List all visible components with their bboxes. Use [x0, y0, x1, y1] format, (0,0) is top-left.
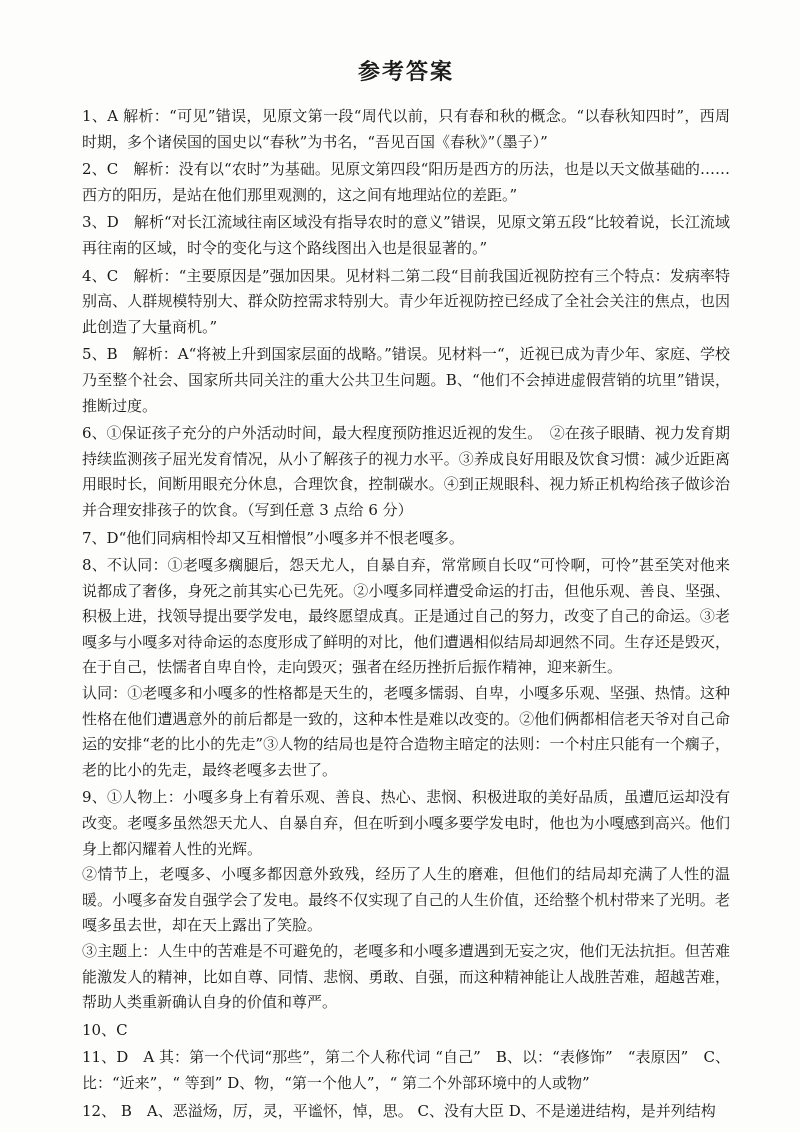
answer-6: 6、①保证孩子充分的户外活动时间，最大程度预防推迟近视的发生。 ②在孩子眼睛、视力发育期持续监测孩子屈光发育情况，从小了解孩子的视力水平。③养成良好用眼及饮食习惯：减少近距离用眼时长，间断用眼充分休息，合理饮食，控制碳水。④到正规眼科、视力矫正机构给孩子做诊治并合理安排孩子的饮食。（写到任意 3 点给 6 分） — [82, 424, 730, 519]
answer-4: 4、C 解析：“主要原因是”强加因果。见材料二第二段“目前我国近视防控有三个特点：发病率特别高、人群规模特别大、群众防控需求特别大。青少年近视防控已经成了全社会关注的焦点，也因此创造了大量商机。” — [82, 266, 730, 336]
answer-12: 12、 B A、恶溢炀，厉，灵，平谧怀，悼，思。 C、没有大臣 D、不是递进结构，是并列结构 — [82, 1101, 716, 1120]
answer-5: 5、B 解析：A“将被上升到国家层面的战略。”错误。见材料一“，近视已成为青少年、家庭、学校乃至整个社会、国家所共同关注的重大公共卫生问题。B、“他们不会掉进虚假营销的坑里”错误，推断过度。 — [82, 345, 730, 415]
answer-9-characters: 9、①人物上：小嘎多身上有着乐观、善良、热心、悲悯、积极进取的美好品质，虽遭厄运却没有改变。老嘎多虽然怨天尤人、自暴自弃，但在听到小嘎多要学发电时，他也为小嘎感到高兴。他们身上都闪耀着人性的光辉。 — [82, 788, 730, 858]
answer-list — [82, 104, 730, 1124]
answer-8-disagree: 8、不认同：①老嘎多瘸腿后，怨天尤人，自暴自弃，常常顾自长叹“可怜啊，可怜”甚至笑对他来说都成了奢侈，身死之前其实心已先死。②小嘎多同样遭受命运的打击，但他乐观、善良、坚强、积极上进，找领导提出要学发电，最终愿望成真。正是通过自己的努力，改变了自己的命运。③老嘎多与小嘎多对待命运的态度形成了鲜明的对比，他们遭遇相似结局却迥然不同。生存还是毁灭，在于自己，怯懦者自卑自怜，走向毁灭；强者在经历挫折后振作精神，迎来新生。 — [82, 556, 730, 677]
answer-9-plot: ②情节上，老嘎多、小嘎多都因意外致残，经历了人生的磨难，但他们的结局却充满了人性的温暖。小嘎多奋发自强学会了发电。最终不仅实现了自己的人生价值，还给整个机村带来了光明。老嘎多虽去世，却在天上露出了笑脸。 — [82, 865, 730, 935]
page-title: 参考答案 — [357, 60, 454, 85]
answer-11: 11、D A 其：第一个代词“那些”，第二个人称代词 “自己” B、以：“表修饰” “表原因” C、比：“近来”，“ 等到” D、物，“第一个他人”，“ 第二个外部环境中的人或物” — [82, 1048, 730, 1092]
answer-3: 3、D 解析“对长江流域往南区域没有指导农时的意义”错误，见原文第五段“比较着说，长江流域再往南的区域，时令的变化与这个路线图出入也是很显著的。” — [82, 213, 730, 257]
answer-9-theme: ③主题上：人生中的苦难是不可避免的，老嘎多和小嘎多遭遇到无妄之灾，他们无法抗拒。但苦难能激发人的精神，比如自尊、同情、悲悯、勇敢、自强，而这种精神能让人战胜苦难，超越苦难，帮助人类重新确认自身的价值和尊严。 — [82, 942, 730, 1012]
answer-1: 1、A 解析：“可见”错误，见原文第一段“周代以前，只有春和秋的概念。“以春秋知四时”，西周时期，多个诸侯国的国史以“春秋”为书名，“吾见百国《春秋》”（墨子）” — [82, 107, 730, 151]
answer-8-agree: 认同：①老嘎多和小嘎多的性格都是天生的，老嘎多懦弱、自卑，小嘎多乐观、坚强、热情。这种性格在他们遭遇意外的前后都是一致的，这种本性是难以改变的。②他们俩都相信老天爷对自己命运的安排“老的比小的先走”③人物的结局也是符合造物主暗定的法则：一个村庄只能有一个瘸子，老的比小的先走，最终老嘎多去世了。 — [82, 684, 730, 779]
answer-2: 2、C 解析：没有以“农时”为基础。见原文第四段“阳历是西方的历法，也是以天文做基础的……西方的阳历，是站在他们那里观测的，这之间有地理站位的差距。” — [82, 160, 730, 204]
answer-10: 10、C — [82, 1020, 128, 1039]
answer-7: 7、D“他们同病相怜却又互相憎恨”小嘎多并不恨老嘎多。 — [82, 528, 464, 547]
